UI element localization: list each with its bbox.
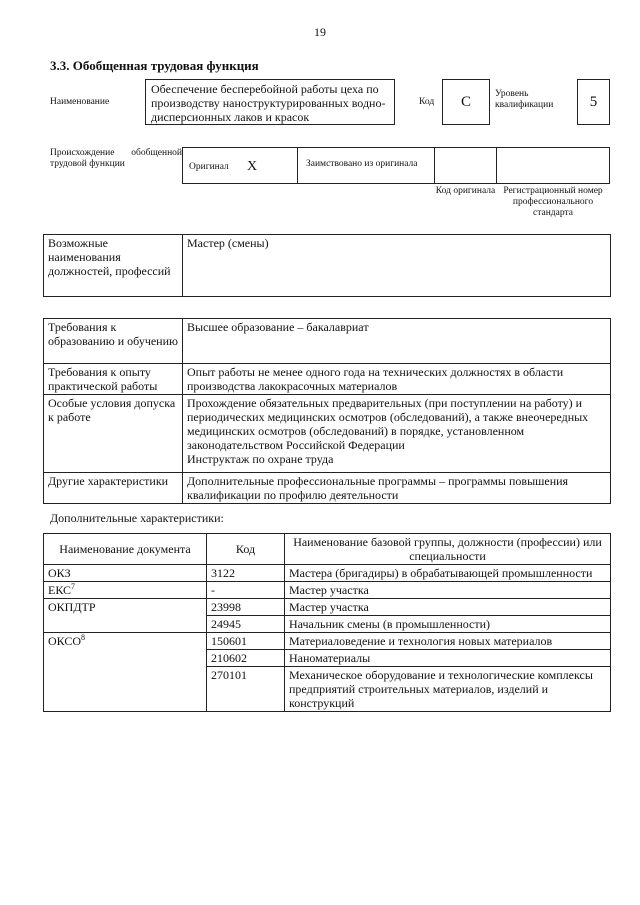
name-cell: Материаловедение и технология новых материалов xyxy=(285,633,611,650)
requirements-row xyxy=(44,395,611,473)
name-cell: Мастер участка xyxy=(285,599,611,616)
table-row xyxy=(44,599,611,616)
name-cell: Мастер участка xyxy=(285,582,611,599)
req-value: Высшее образование – бакалавриат xyxy=(183,319,611,364)
name-cell: Мастера (бригадиры) в обрабатывающей промышленности xyxy=(285,565,611,582)
origin-code-cell xyxy=(434,147,497,184)
footnote-ref: 8 xyxy=(81,633,86,642)
footnote-ref: 7 xyxy=(71,582,76,591)
doc-name: ЕКС xyxy=(48,583,72,597)
level-box xyxy=(577,79,610,125)
doc-cell xyxy=(44,633,207,712)
reg-number-cell xyxy=(496,147,610,184)
header-name: Наименование базовой группы, должности (профессии) или специальности xyxy=(285,534,611,565)
requirements-row xyxy=(44,473,611,504)
level-label: Уровень квалификации xyxy=(495,89,554,110)
table-row xyxy=(44,565,611,582)
code-cell: 23998 xyxy=(207,599,285,616)
name-cell: Наноматериалы xyxy=(285,650,611,667)
name-cell: Начальник смены (в промышленности) xyxy=(285,616,611,633)
doc-name: ОКПДТР xyxy=(48,600,96,614)
table-row xyxy=(44,582,611,599)
req-value-extra: Инструктаж по охране труда xyxy=(187,452,334,466)
code-box xyxy=(442,79,490,125)
positions-row xyxy=(44,235,611,297)
code-cell: 270101 xyxy=(207,667,285,712)
extra-table xyxy=(43,533,611,712)
doc-cell xyxy=(44,599,207,633)
header-code: Код xyxy=(207,534,285,565)
code-cell: 150601 xyxy=(207,633,285,650)
original-label: Оригинал xyxy=(189,162,229,172)
origin-code-caption: Код оригинала xyxy=(435,186,496,196)
borrowed-cell xyxy=(297,147,435,184)
requirements-table xyxy=(43,318,611,504)
positions-table xyxy=(43,234,611,297)
code-cell: 3122 xyxy=(207,565,285,582)
doc-cell xyxy=(44,582,207,599)
function-name: Обеспечение бесперебойной работы цеха по производству наноструктурированных водно-дисперсионных лаков и красок xyxy=(151,82,386,124)
page-number: 19 xyxy=(314,25,326,39)
req-label: Требования к опыту практической работы xyxy=(44,364,183,395)
req-value-cell xyxy=(183,395,611,473)
level-value: 5 xyxy=(589,94,598,110)
req-label: Особые условия допуска к работе xyxy=(44,395,183,473)
doc-cell xyxy=(44,565,207,582)
requirements-row xyxy=(44,364,611,395)
positions-label: Возможные наименования должностей, профессий xyxy=(44,235,183,297)
req-value: Дополнительные профессиональные программы – программы повышения квалификации по профилю деятельности xyxy=(183,473,611,504)
doc-name: ОКЗ xyxy=(48,566,71,580)
code-value: C xyxy=(460,94,471,110)
code-label: Код xyxy=(419,97,435,107)
original-mark: X xyxy=(247,159,258,174)
req-value: Прохождение обязательных предварительных (при поступлении на работу) и периодических медицинских осмотров (обследований), а также внеочередных медицинских осмотров (обследований) в порядке, установленном законодательством Российской Федерации xyxy=(187,396,589,452)
borrowed-label: Заимствовано из оригинала xyxy=(306,159,418,169)
requirements-row xyxy=(44,319,611,364)
section-title: 3.3. Обобщенная трудовая функция xyxy=(50,58,259,73)
function-name-box xyxy=(145,79,395,125)
doc-name: ОКСО xyxy=(48,634,82,648)
extra-title: Дополнительные характеристики: xyxy=(50,511,224,525)
code-cell: 210602 xyxy=(207,650,285,667)
reg-number-caption: Регистрационный номер профессионального стандарта xyxy=(503,186,603,218)
table-row xyxy=(44,633,611,650)
name-cell: Механическое оборудование и технологические комплексы предприятий строительных материалов, изделий и конструкций xyxy=(285,667,611,712)
req-label: Другие характеристики xyxy=(44,473,183,504)
original-cell xyxy=(182,147,298,184)
extra-header-row xyxy=(44,534,611,565)
header-doc: Наименование документа xyxy=(44,534,207,565)
req-label: Требования к образованию и обучению xyxy=(44,319,183,364)
origin-label: Происхождение обобщенной трудовой функции xyxy=(50,148,182,169)
req-value: Опыт работы не менее одного года на технических должностях в области производства лакокрасочных материалов xyxy=(183,364,611,395)
name-label: Наименование xyxy=(50,97,110,107)
positions-value: Мастер (смены) xyxy=(183,235,611,297)
code-cell: 24945 xyxy=(207,616,285,633)
code-cell: - xyxy=(207,582,285,599)
